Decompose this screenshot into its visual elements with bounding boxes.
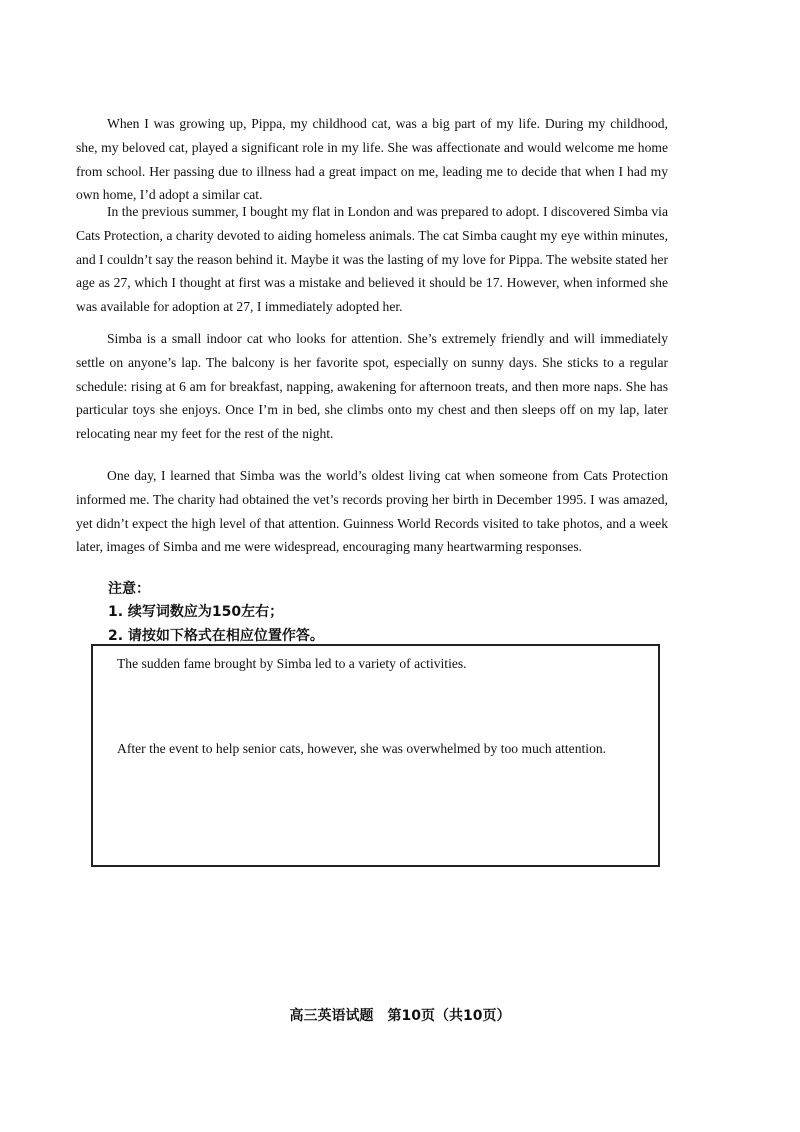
note-item-format: 2. 请按如下格式在相应位置作答。	[108, 628, 324, 644]
notes-title: 注意：	[108, 581, 150, 597]
answer-box-first-line: The sudden fame brought by Simba led to a variety of activities.	[117, 656, 467, 671]
passage-paragraph-4: One day, I learned that Simba was the world’s oldest living cat when someone from Cats Protection informed me. The charity had obtained the vet’s records proving her birth in December 1995. I was amazed, yet didn’t expect the high level of that attention. Guinness World Records visited to take photos, and a week later, images of Simba and me were widespread, encouraging many heartwarming responses.	[76, 468, 668, 555]
page-footer: 高三英语试题 第10页（共10页）	[289, 1008, 511, 1024]
passage-paragraph-2: In the previous summer, I bought my flat in London and was prepared to adopt. I discovered Simba via Cats Protection, a charity devoted to aiding homeless animals. The cat Simba caught my eye within minutes, and I couldn’t say the reason behind it. Maybe it was the lasting of my love for Pippa. The website stated her age as 27, which I thought at first was a mistake and believed it should be 17. However, when informed she was available for adoption at 27, I immediately adopted her.	[76, 204, 668, 315]
notes-list	[108, 600, 324, 648]
passage-paragraph-3: Simba is a small indoor cat who looks for attention. She’s extremely friendly and will immediately settle on anyone’s lap. The balcony is her favorite spot, especially on sunny days. She sticks to a regular schedule: rising at 6 am for breakfast, napping, awakening for afternoon treats, and then more naps. She has particular toys she enjoys. Once I’m in bed, she climbs onto my chest and then sleeps off on my lap, later relocating near my feet for the rest of the night.	[76, 331, 668, 442]
passage-paragraph-1: When I was growing up, Pippa, my childhood cat, was a big part of my life. During my childhood, she, my beloved cat, played a significant role in my life. She was affectionate and would welcome me home from school. Her passing due to illness had a great impact on me, leading me to decide that when I had my own home, I’d adopt a similar cat.	[76, 116, 668, 203]
note-item-word-count: 1. 续写词数应为150左右；	[108, 604, 284, 620]
answer-box	[91, 644, 660, 867]
answer-box-second-line: After the event to help senior cats, however, she was overwhelmed by too much attention.	[117, 741, 607, 756]
